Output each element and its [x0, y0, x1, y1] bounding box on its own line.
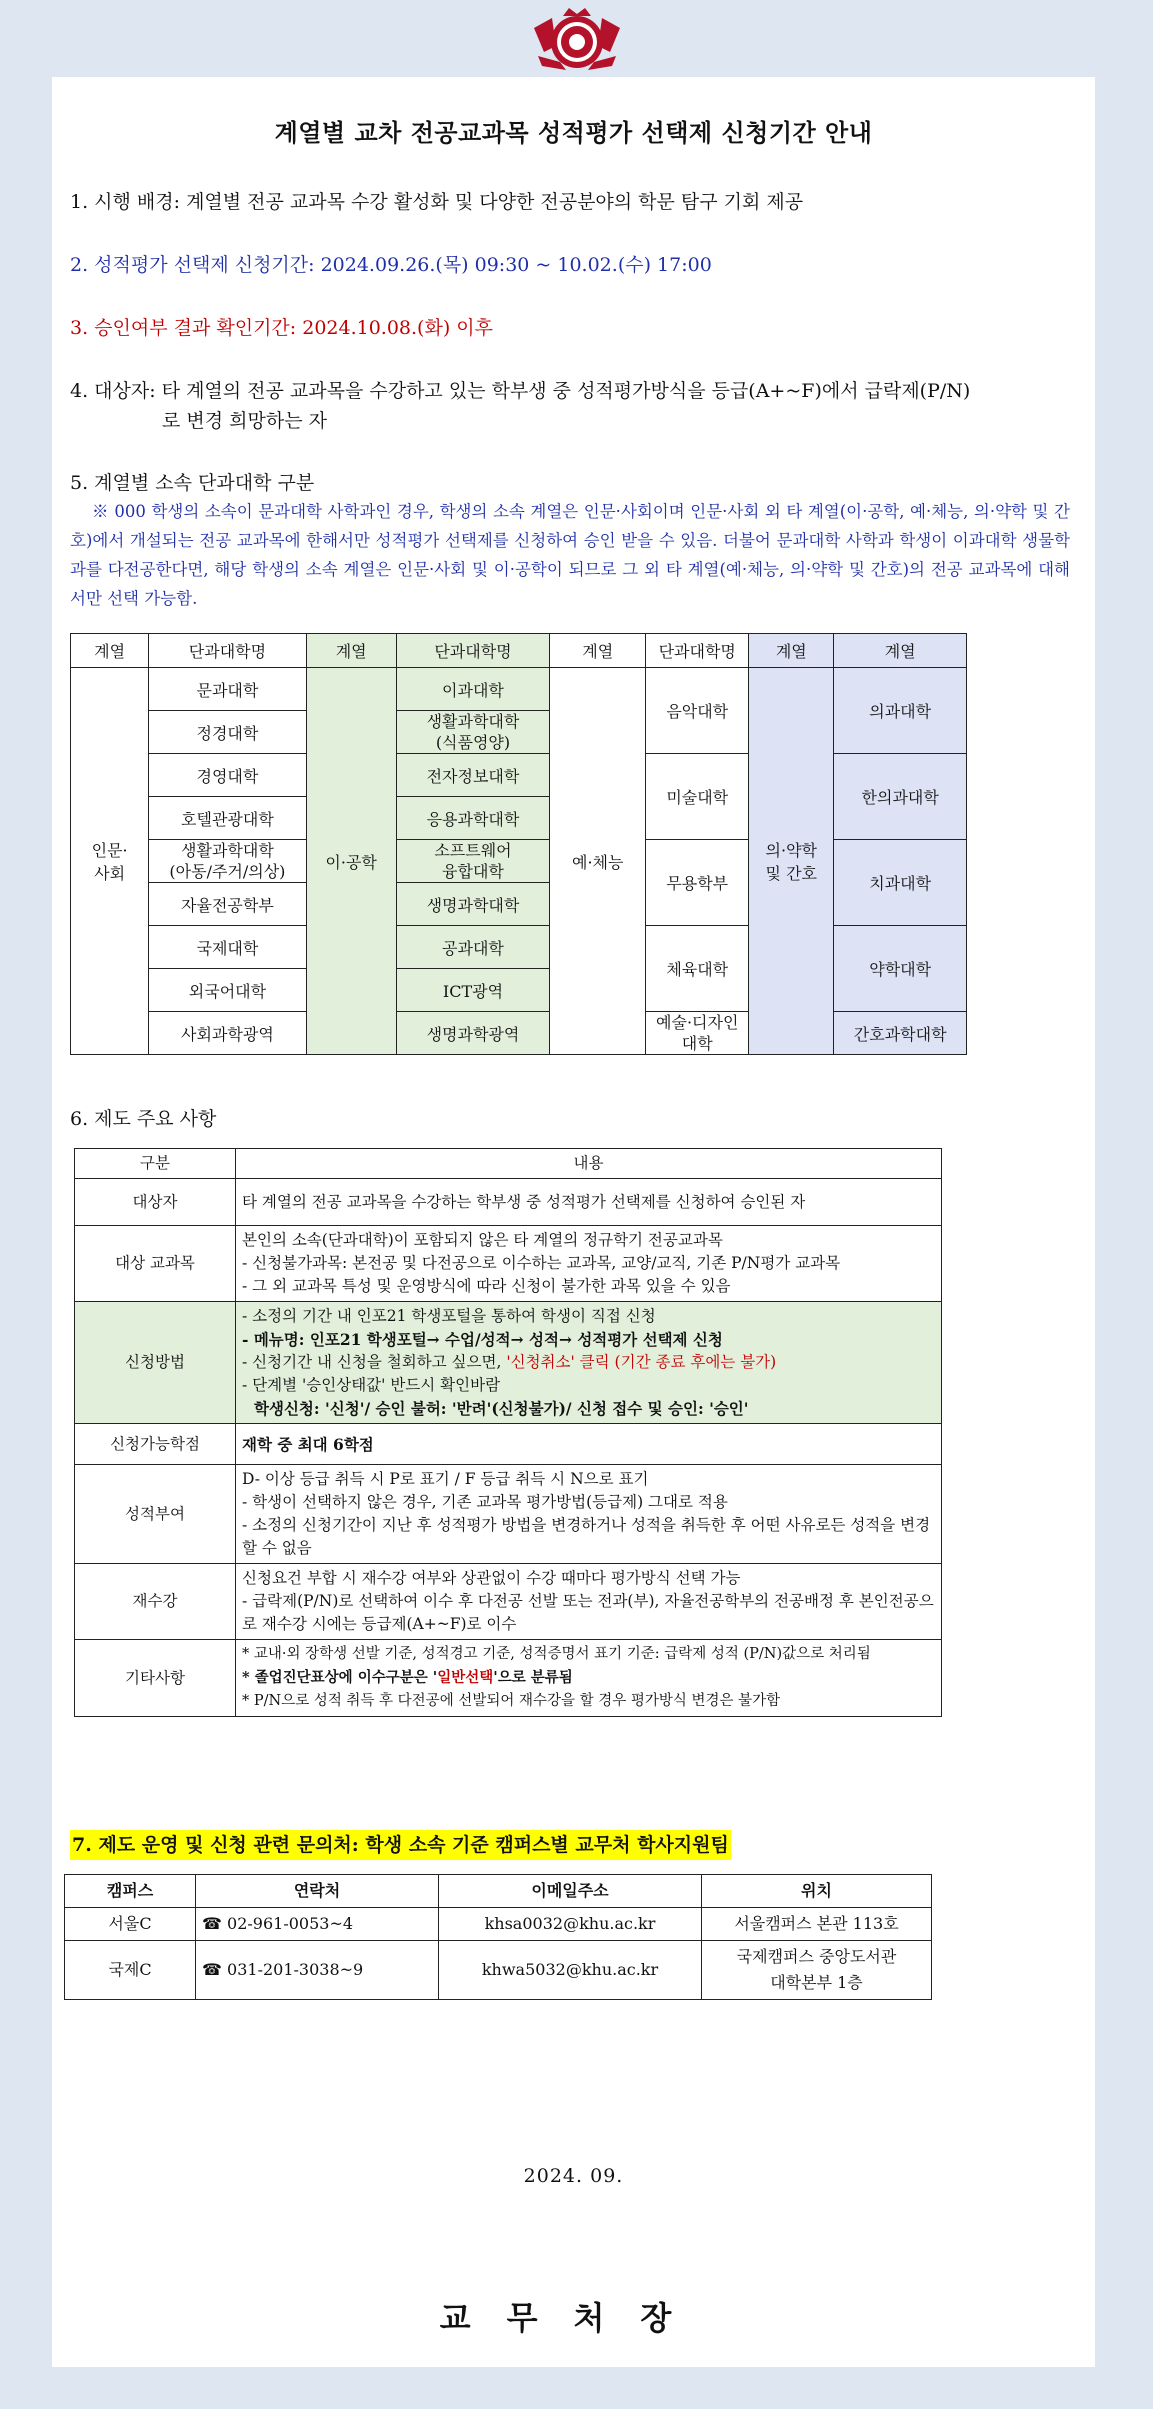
contact-title-highlight: 7. 제도 운영 및 신청 관련 문의처: 학생 소속 기준 캠퍼스별 교무처 학사지원팀 [70, 1830, 731, 1860]
policy-label: 신청가능학점 [75, 1424, 236, 1465]
college-cell: 응용과학대학 [396, 797, 550, 840]
document-title: 계열별 교차 전공교과목 성적평가 선택제 신청기간 안내 [274, 118, 873, 147]
group-arts: 예·체능 [550, 668, 646, 1055]
phone-number[interactable]: 02-961-0053~4 [227, 1914, 354, 1933]
college-cell: 한의과대학 [834, 754, 967, 840]
table-header: 계열 [550, 634, 646, 668]
phone-cell [196, 1908, 439, 1941]
contact-header: 이메일주소 [439, 1875, 702, 1908]
table-header: 계열 [834, 634, 967, 668]
policy-label: 신청방법 [75, 1302, 236, 1424]
college-cell: 치과대학 [834, 840, 967, 926]
document-date: 2024. 09. [523, 2165, 624, 2187]
phone-cell [196, 1941, 439, 2000]
policy-text: 타 계열의 전공 교과목을 수강하는 학부생 중 성적평가 선택제를 신청하여 승인된 자 [236, 1179, 942, 1226]
item-background: 1. 시행 배경: 계열별 전공 교과목 수강 활성화 및 다양한 전공분야의 학문 탐구 기회 제공 [70, 191, 804, 213]
college-cell: 정경대학 [149, 711, 306, 754]
phone-number[interactable]: 031-201-3038~9 [227, 1960, 364, 1979]
college-cell: 외국어대학 [149, 969, 306, 1012]
table-header: 단과대학명 [396, 634, 550, 668]
item-policy-title: 6. 제도 주요 사항 [70, 1108, 217, 1130]
policy-label: 성적부여 [75, 1465, 236, 1564]
policy-text: - 학생이 선택하지 않은 경우, 기존 교과목 평가방법(등급제) 그대로 적용 [242, 1493, 728, 1511]
college-classification-table [70, 633, 967, 1055]
item-eligibility-line2: 로 변경 희망하는 자 [162, 410, 327, 432]
college-cell: 경영대학 [149, 754, 306, 797]
cancel-notice: '신청취소' 클릭 (기간 종료 후에는 불가) [506, 1353, 777, 1371]
college-cell: 간호과학대학 [834, 1012, 967, 1055]
college-cell: 공과대학 [396, 926, 550, 969]
general-elective-label: 일반선택 [437, 1669, 494, 1686]
college-cell: 전자정보대학 [396, 754, 550, 797]
policy-text: D- 이상 등급 취득 시 P로 표기 / F 등급 취득 시 N으로 표기 [242, 1470, 649, 1488]
item-application-period: 2. 성적평가 선택제 신청기간: 2024.09.26.(목) 09:30 ~ 10.02.(수) 17:00 [70, 254, 712, 276]
college-cell: 생활과학대학 (식품영양) [396, 711, 550, 754]
group-engineering: 이·공학 [306, 668, 396, 1055]
policy-text: - 신청불가과목: 본전공 및 다전공으로 이수하는 교과목, 교양/교직, 기존 P/N평가 교과목 [242, 1254, 841, 1272]
document-page [52, 77, 1095, 2367]
table-header: 단과대학명 [646, 634, 749, 668]
college-cell: 미술대학 [646, 754, 749, 840]
college-cell: 생명과학광역 [396, 1012, 550, 1055]
policy-text [242, 1666, 935, 1690]
policy-label: 대상 교과목 [75, 1226, 236, 1302]
policy-text: - 급락제(P/N)로 선택하여 이수 후 다전공 선발 또는 전과(부), 자율전공학부의 전공배정 후 본인전공으로 재수강 시에는 등급제(A+~F)로 이수 [242, 1592, 934, 1633]
policy-text: 학생신청: '신청'/ 승인 불허: '반려'(신청불가)/ 신청 접수 및 승인: '승인' [254, 1399, 749, 1418]
campus-name: 국제C [65, 1941, 196, 2000]
college-cell: 약학대학 [834, 926, 967, 1012]
policy-cell [236, 1226, 942, 1302]
college-cell: 생활과학대학 (아동/주거/의상) [149, 840, 306, 883]
policy-cell [236, 1564, 942, 1640]
college-cell: 음악대학 [646, 668, 749, 754]
email-address[interactable]: khsa0032@khu.ac.kr [439, 1908, 702, 1941]
phone-icon: ☎ [202, 1914, 222, 1933]
policy-text: - 단계별 '승인상태값' 반드시 확인바람 [242, 1376, 501, 1394]
group-humanities: 인문· 사회 [71, 668, 149, 1055]
table-header: 단과대학명 [149, 634, 306, 668]
phone-icon: ☎ [202, 1960, 222, 1979]
college-cell: 사회과학광역 [149, 1012, 306, 1055]
policy-label: 기타사항 [75, 1640, 236, 1717]
college-cell: 문과대학 [149, 668, 306, 711]
policy-text: - 소정의 기간 내 인포21 학생포털을 통하여 학생이 직접 신청 [242, 1307, 656, 1325]
office-location: 서울캠퍼스 본관 113호 [702, 1908, 932, 1941]
policy-text: * 교내·외 장학생 선발 기준, 성적경고 기준, 성적증명서 표기 기준: 급락제 성적 (P/N)값으로 처리됨 [242, 1646, 871, 1662]
table-header: 계열 [749, 634, 834, 668]
item-approval-check-period: 3. 승인여부 결과 확인기간: 2024.10.08.(화) 이후 [70, 317, 493, 339]
email-address[interactable]: khwa5032@khu.ac.kr [439, 1941, 702, 2000]
item-contact-title [70, 1830, 731, 1860]
office-location: 국제캠퍼스 중앙도서관 대학본부 1층 [702, 1941, 932, 2000]
policy-table [74, 1148, 942, 1717]
contact-table [64, 1874, 932, 2000]
contact-header: 위치 [702, 1875, 932, 1908]
policy-text: * 졸업진단표상에 이수구분은 ' [242, 1669, 438, 1686]
college-cell: 호텔관광대학 [149, 797, 306, 840]
college-cell: 생명과학대학 [396, 883, 550, 926]
policy-text: - 소정의 신청기간이 지난 후 성적평가 방법을 변경하거나 성적을 취득한 후 어떤 사유로든 성적을 변경할 수 없음 [242, 1516, 931, 1557]
contact-header: 연락처 [196, 1875, 439, 1908]
college-cell: 자율전공학부 [149, 883, 306, 926]
table-header: 계열 [71, 634, 149, 668]
table-header: 계열 [306, 634, 396, 668]
item-college-classification-title: 5. 계열별 소속 단과대학 구분 [70, 472, 315, 494]
policy-header: 내용 [236, 1149, 942, 1179]
campus-name: 서울C [65, 1908, 196, 1941]
policy-cell [236, 1302, 942, 1424]
policy-header: 구분 [75, 1149, 236, 1179]
policy-text: - 메뉴명: 인포21 학생포털→ 수업/성적→ 성적→ 성적평가 선택제 신청 [242, 1330, 723, 1349]
policy-text: - 그 외 교과목 특성 및 운영방식에 따라 신청이 불가한 과목 있을 수 있음 [242, 1277, 731, 1295]
item-eligibility-line1: 4. 대상자: 타 계열의 전공 교과목을 수강하고 있는 학부생 중 성적평가방식을 등급(A+~F)에서 급락제(P/N) [70, 380, 971, 402]
policy-text: - 신청기간 내 신청을 철회하고 싶으면, [242, 1353, 502, 1371]
policy-cell [236, 1640, 942, 1717]
policy-text: '으로 분류됨 [493, 1669, 573, 1686]
policy-label: 대상자 [75, 1179, 236, 1226]
college-cell: 예술·디자인 대학 [646, 1012, 749, 1055]
classification-note: ※ 000 학생의 소속이 문과대학 사학과인 경우, 학생의 소속 계열은 인문·사회이며 인문·사회 외 타 계열(이·공학, 예·체능, 의·약학 및 간호)에서 개설되는 전공 교과목에 한해서만 성적평가 선택제를 신청하여 승인 받을 수 있음. 더불어 문과대학 사학과 학생이 이과대학 생물학과를 다전공한다면, 해당 학생의 소속 계열은 인문·사회 및 이·공학이 되므로 그 외 타 계열(예·체능, 의·약학 및 간호)의 전공 교과목에 대해서만 선택 가능함. [70, 502, 1070, 608]
college-cell: 의과대학 [834, 668, 967, 754]
college-cell: 체육대학 [646, 926, 749, 1012]
college-cell: ICT광역 [396, 969, 550, 1012]
college-cell: 무용학부 [646, 840, 749, 926]
policy-label: 재수강 [75, 1564, 236, 1640]
group-medical: 의·약학 및 간호 [749, 668, 834, 1055]
policy-cell [236, 1465, 942, 1564]
policy-text: 재학 중 최대 6학점 [236, 1424, 942, 1465]
policy-text: 본인의 소속(단과대학)이 포함되지 않은 타 계열의 정규학기 전공교과목 [242, 1231, 723, 1249]
college-cell: 소프트웨어 융합대학 [396, 840, 550, 883]
policy-text: * P/N으로 성적 취득 후 다전공에 선발되어 재수강을 할 경우 평가방식 변경은 불가함 [242, 1693, 781, 1709]
policy-text [242, 1351, 935, 1374]
policy-text: 신청요건 부합 시 재수강 여부와 상관없이 수강 때마다 평가방식 선택 가능 [242, 1569, 741, 1587]
university-emblem-icon [530, 6, 624, 76]
signature: 교무처장 [439, 2299, 708, 2337]
college-cell: 이과대학 [396, 668, 550, 711]
contact-header: 캠퍼스 [65, 1875, 196, 1908]
college-cell: 국제대학 [149, 926, 306, 969]
